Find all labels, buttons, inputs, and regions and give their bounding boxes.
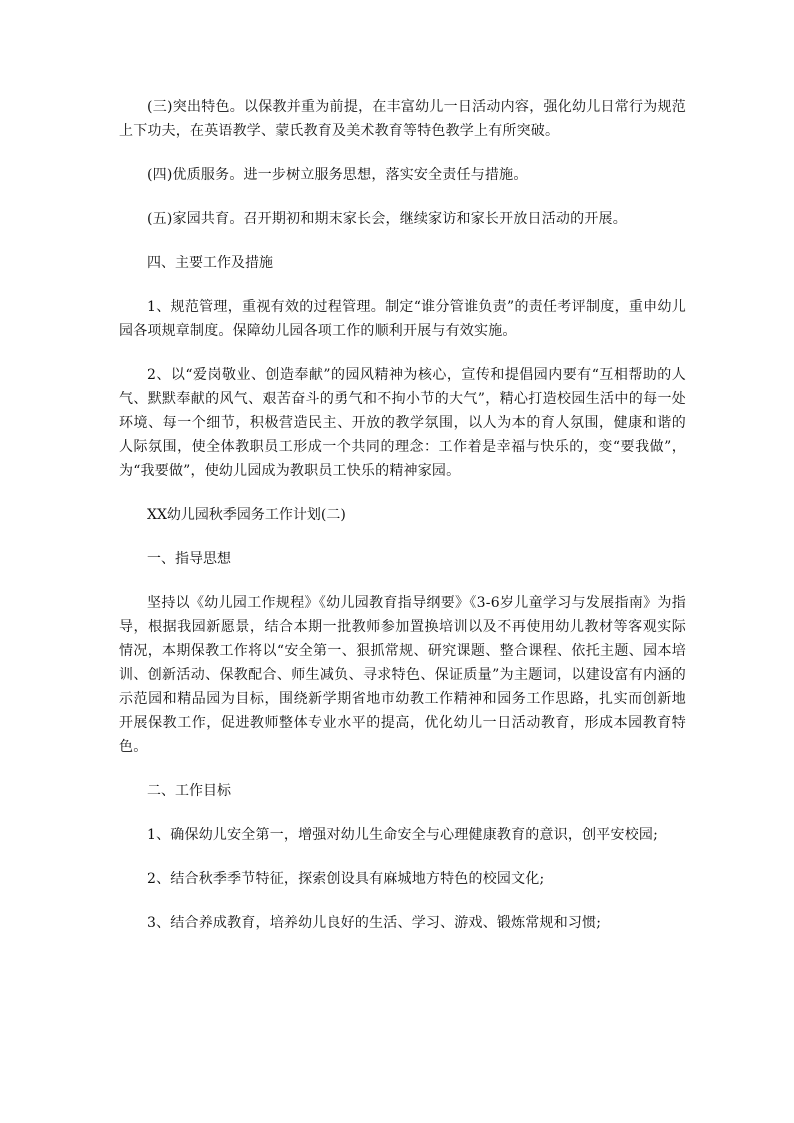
paragraph-school-spirit: 2、以“爱岗敬业、创造奉献”的园风精神为核心，宣传和提倡园内要有“互相帮助的人气、默默奉献的风气、艰苦奋斗的勇气和不拘小节的大气”，精心打造校园生活中的每一处环境、每一个细节，积极营造民主、开放的教学氛围，以人为本的育人氛围，健康和谐的人际氛围，使全体教职员工形成一个共同的理念：工作着是幸福与快乐的，变“要我做”，为“我要做”，使幼儿园成为教职员工快乐的精神家园。 bbox=[119, 367, 686, 479]
paragraph-goal-campus-culture: 2、结合秋季季节特征，探索创设具有麻城地方特色的校园文化; bbox=[147, 871, 545, 887]
document-subtitle: XX幼儿园秋季园务工作计划(二) bbox=[147, 507, 346, 523]
paragraph-goal-habits: 3、结合养成教育，培养幼儿良好的生活、学习、游戏、锻炼常规和习惯; bbox=[147, 915, 602, 931]
paragraph-goal-safety: 1、确保幼儿安全第一，增强对幼儿生命安全与心理健康教育的意识，创平安校园; bbox=[147, 827, 659, 843]
paragraph-standard-management: 1、规范管理，重视有效的过程管理。制定“谁分管谁负责”的责任考评制度，重申幼儿园各项规章制度。保障幼儿园各项工作的顺利开展与有效实施。 bbox=[119, 299, 686, 339]
paragraph-guiding-ideology: 坚持以《幼儿园工作规程》《幼儿园教育指导纲要》《3-6岁儿童学习与发展指南》为指导，根据我园新愿景，结合本期一批教师参加置换培训以及不再使用幼儿教材等客观实际情况，本期保教工作将以“安全第一、狠抓常规、研究课题、整合课程、依托主题、园本培训、创新活动、保教配合、师生减负、寻求特色、保证质量”为主题词，以建设富有内涵的示范园和精品园为目标，围绕新学期省地市幼教工作精神和园务工作思路，扎实而创新地开展保教工作，促进教师整体专业水平的提高，优化幼儿一日活动教育，形成本园教育特色。 bbox=[119, 595, 686, 755]
paragraph-highlight-features: (三)突出特色。以保教并重为前提，在丰富幼儿一日活动内容，强化幼儿日常行为规范上下功夫，在英语教学、蒙氏教育及美术教育等特色教学上有所突破。 bbox=[119, 99, 686, 139]
section-heading-guiding-ideology: 一、指导思想 bbox=[147, 551, 231, 567]
section-heading-work-goals: 二、工作目标 bbox=[147, 783, 231, 799]
section-heading-main-work: 四、主要工作及措施 bbox=[147, 255, 273, 271]
paragraph-quality-service: (四)优质服务。进一步树立服务思想，落实安全责任与措施。 bbox=[147, 167, 528, 183]
paragraph-home-school-cooperation: (五)家园共育。召开期初和期末家长会，继续家访和家长开放日活动的开展。 bbox=[147, 211, 627, 227]
document-body bbox=[119, 95, 686, 955]
